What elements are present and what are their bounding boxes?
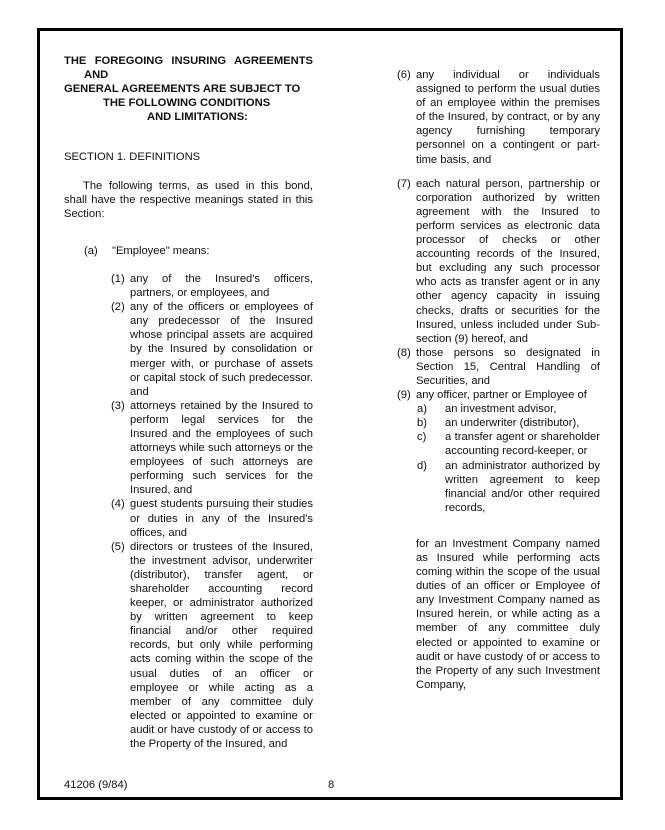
list-item bbox=[397, 388, 600, 402]
sub-item-text: an administrator authorized by written agreement to keep financial and/or other required records, bbox=[445, 459, 600, 514]
item-number: (6) bbox=[397, 69, 411, 81]
employee-definition bbox=[64, 244, 313, 258]
item-text: directors or trustees of the Insured, the investment advisor, underwriter (distributor), transfer agent, or shareholder accounting record keeper, or administrator authorized by written agreement to keep financial and/or other required records, but only while performing acts coming within the scope of the usual duties of an officer or employee or while acting as a member of any committee duly elected or appointed to examine or audit or have custody of or access to the Property of the Insured, and bbox=[130, 540, 313, 751]
item-text: those persons so designated in Section 15, Central Handling of Securities, and bbox=[416, 346, 600, 387]
item-number: (7) bbox=[397, 177, 411, 190]
section-title: SECTION 1. DEFINITIONS bbox=[64, 151, 201, 164]
heading-line: THE FOLLOWING CONDITIONS bbox=[103, 97, 271, 110]
sub-item bbox=[417, 416, 600, 430]
heading-line: AND LIMITATIONS: bbox=[147, 111, 248, 124]
sub-item-text: a transfer agent or shareholder accounting record-keeper, or bbox=[445, 431, 600, 458]
sub-item bbox=[417, 402, 600, 416]
section-heading bbox=[64, 54, 313, 124]
sub-item-label: b) bbox=[417, 417, 427, 430]
sub-item bbox=[417, 459, 600, 515]
heading-line: GENERAL AGREEMENTS ARE SUBJECT TO bbox=[64, 83, 301, 96]
sub-item-label: c) bbox=[417, 431, 427, 444]
intro-paragraph: The following terms, as used in this bond, shall have the respective meanings stated in this Section: bbox=[64, 179, 313, 220]
item-text: attorneys retained by the Insured to perform legal services for the Insured and the employees of such attorneys while such attorneys or the employees of such attorneys are performing such services for the Insured, and bbox=[130, 399, 313, 497]
item-text: any of the officers or employees of any predecessor of the Insured whose principal assets are acquired by the Insured by consolidation or merger with, or purchase of assets or capital stock of such predecessor. and bbox=[130, 301, 313, 398]
closing-paragraph: for an Investment Company named as Insured while performing acts coming within the scope of the usual duties of an officer or Employee of any Investment Company named as Insured herein, or while acting as a member of any committee duly elected or appointed to examine or audit or have custody of or access to the Property of any such Investment Company, bbox=[416, 537, 600, 691]
sub-item-list bbox=[417, 402, 600, 515]
item-text: guest students pursuing their studies or duties in any of the Insured's offices, and bbox=[130, 498, 313, 539]
sub-item-label: d) bbox=[417, 459, 427, 472]
item-number: (2) bbox=[111, 301, 125, 314]
list-item bbox=[111, 497, 313, 539]
list-item bbox=[397, 68, 600, 167]
list-item bbox=[397, 346, 600, 388]
employee-label: (a) bbox=[84, 244, 98, 257]
list-item bbox=[397, 177, 600, 346]
list-item bbox=[111, 399, 313, 498]
employee-text: "Employee" means: bbox=[112, 244, 210, 257]
list-item bbox=[111, 540, 313, 751]
item-number: (1) bbox=[111, 272, 125, 285]
left-item-list bbox=[64, 272, 313, 751]
list-item bbox=[111, 300, 313, 399]
left-column bbox=[64, 54, 313, 751]
item-text: each natural person, partnership or corporation authorized by written agreement with the Insured to perform services as electronic data processor of checks or other accounting records of the Insured, but excluding any such processor who acts as transfer agent or in any other agency capacity in issuing checks, drafts or securities for the Insured, unless included under Sub-section (9) hereof, and bbox=[416, 177, 600, 345]
item-number: (4) bbox=[111, 498, 125, 511]
item-number: (5) bbox=[111, 540, 125, 553]
item-text: any officer, partner or Employee of bbox=[416, 389, 587, 402]
item-text: any of the Insured's officers, partners, or employees, and bbox=[130, 272, 313, 300]
item-text: any individual or individuals assigned to perform the usual duties of an employee within the premises of the Insured, by contract, or by any agency furnishing temporary personnel on a contingent or part-time basis, and bbox=[416, 69, 600, 166]
sub-item-text: an underwriter (distributor), bbox=[445, 417, 580, 430]
right-column bbox=[397, 68, 600, 692]
item-number: (9) bbox=[397, 389, 411, 402]
sub-item-label: a) bbox=[417, 403, 427, 416]
sub-item bbox=[417, 430, 600, 458]
sub-item-text: an investment advisor, bbox=[445, 403, 557, 416]
page-number: 8 bbox=[328, 779, 335, 791]
list-item bbox=[111, 272, 313, 300]
item-number: (8) bbox=[397, 346, 411, 359]
heading-line: AND bbox=[84, 69, 109, 82]
item-number: (3) bbox=[111, 399, 125, 412]
heading-line: THE FOREGOING INSURING AGREEMENTS bbox=[64, 55, 313, 67]
form-number: 41206 (9/84) bbox=[64, 779, 128, 791]
